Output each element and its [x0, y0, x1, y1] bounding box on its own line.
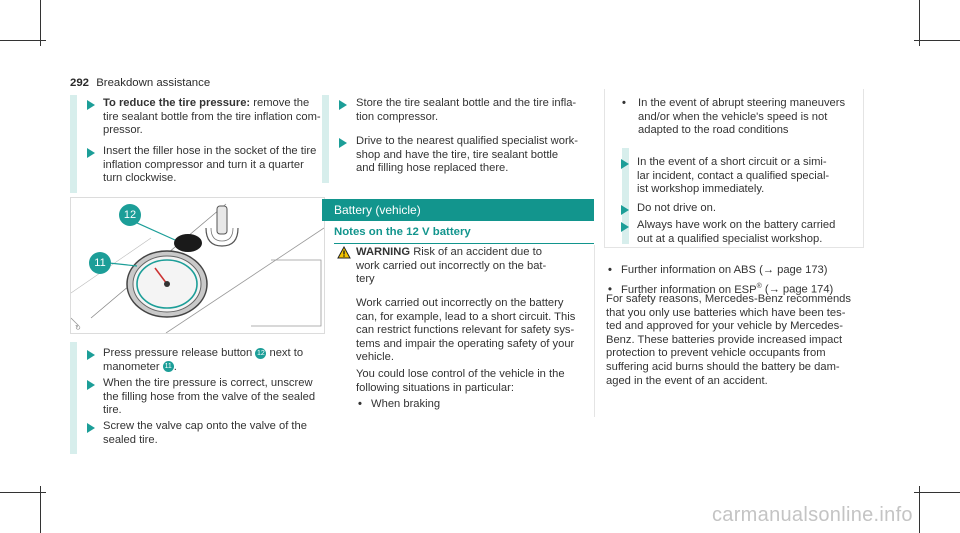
step-drive-workshop: Drive to the nearest qualified specialist work- shop and have the tire, tire sealant bottle and filling hose replaced there. — [356, 135, 578, 175]
tire-inflation-figure — [70, 197, 325, 334]
crop-mark — [40, 486, 41, 533]
crop-mark — [914, 492, 960, 493]
step-arrow-icon — [87, 100, 95, 110]
crop-mark — [914, 40, 960, 41]
crop-mark — [0, 40, 46, 41]
step-reduce-pressure: To reduce the tire pressure: remove the tire sealant bottle from the tire inflation com- pressor. — [103, 97, 321, 137]
step-arrow-icon — [87, 380, 95, 390]
page-number: 292 — [70, 77, 90, 89]
list-item: • Further information on ABS (→ page 173) — [608, 264, 828, 276]
list-item: • When braking — [358, 398, 441, 410]
warning-body: Work carried out incorrectly on the battery can, for example, lead to a short circuit. This can restrict functions relevant for safety sys- tems and impair the operating safety of your vehicle. — [356, 297, 576, 364]
step-short-circuit: In the event of a short circuit or a simi- lar incident, contact a qualified special- ist workshop immediately. — [637, 156, 830, 196]
step-arrow-icon — [87, 350, 95, 360]
battery-recommendation-paragraph: For safety reasons, Mercedes-Benz recommends that you only use batteries which have been tes- ted and approved for your vehicle by Mercedes- Benz. These batteries provide increased impact protection to prevent vehicle occupants from suffering acid burns should the battery be dam- aged in the event of an accident. — [606, 293, 851, 387]
step-do-not-drive: Do not drive on. — [637, 202, 716, 214]
step-store-bottle: Store the tire sealant bottle and the tire infla- tion compressor. — [356, 97, 577, 123]
step-insert-hose: Insert the filler hose in the socket of the tire inflation compressor and turn it a quarter turn clockwise. — [103, 145, 317, 185]
crop-mark — [919, 486, 920, 533]
page-header — [70, 77, 210, 89]
callout-11: 11 — [89, 252, 111, 274]
section-heading-battery: Battery (vehicle) — [322, 199, 594, 221]
badge-12: 12 — [256, 349, 265, 357]
step-sidebar — [322, 95, 329, 183]
step-arrow-icon — [87, 423, 95, 433]
step-arrow-icon — [339, 138, 347, 148]
step-valve-cap: Screw the valve cap onto the valve of the sealed tire. — [103, 420, 307, 446]
step-have-work-carried: Always have work on the battery carried out at a qualified specialist workshop. — [637, 219, 836, 245]
list-item: • Further information on ESP® (→ page 174) — [608, 283, 834, 296]
warning-header: WARNING Risk of an accident due to work carried out incorrectly on the bat- tery — [356, 246, 547, 286]
subheading-12v-notes: Notes on the 12 V battery — [334, 226, 594, 244]
step-unscrew: When the tire pressure is correct, unscrew the filling hose from the valve of the sealed tire. — [103, 377, 316, 417]
step-arrow-icon — [339, 100, 347, 110]
svg-text:↻: ↻ — [75, 325, 81, 332]
release-button — [174, 234, 202, 252]
step-arrow-icon — [621, 222, 629, 232]
section-title: Breakdown assistance — [96, 77, 211, 89]
step-press-release: Press pressure release button 12 next to manometer 11 . — [103, 347, 304, 373]
step-arrow-icon — [621, 159, 629, 169]
list-item: • In the event of abrupt steering maneuvers and/or when the vehicle's speed is not adapted to the road conditions — [622, 97, 846, 137]
watermark-logo: carmanualsonline.info — [712, 504, 913, 526]
crop-mark — [0, 492, 46, 493]
callout-12: 12 — [119, 204, 141, 226]
step-arrow-icon — [87, 148, 95, 158]
step-sidebar — [70, 95, 77, 193]
warning-triangle-icon — [337, 246, 351, 259]
step-sidebar — [70, 342, 77, 454]
warning-label: WARNING — [356, 246, 411, 258]
step-arrow-icon — [621, 205, 629, 215]
warning-body-2: You could lose control of the vehicle in the following situations in particular: — [356, 368, 565, 394]
badge-11: 11 — [164, 363, 172, 371]
